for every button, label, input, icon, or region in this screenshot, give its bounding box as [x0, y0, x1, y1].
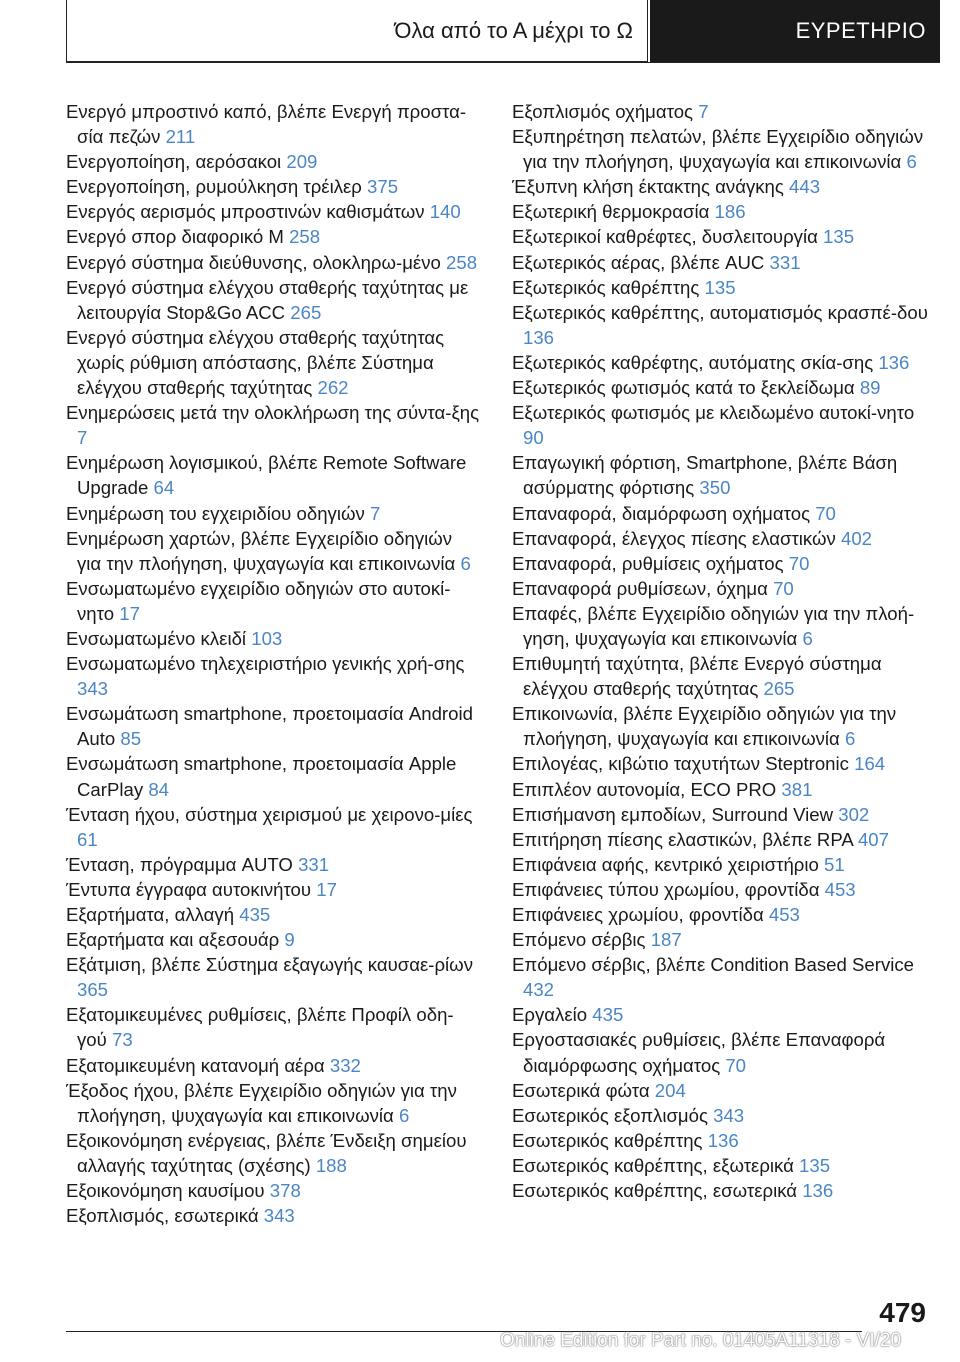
- index-entry-page-link[interactable]: 435: [239, 904, 271, 925]
- footer-edition: Online Edition for Part no. 01405A11318 - VI/20: [500, 1330, 902, 1351]
- index-entry-text: Ενσωμάτωση smartphone, προετοιμασία Android Auto: [66, 703, 473, 750]
- index-entry-text: Ενσωματωμένο εγχειρίδιο οδηγιών στο αυτοκί-νητο: [66, 577, 451, 624]
- index-entry-text: Επισήμανση εμποδίων, Surround View: [512, 803, 834, 825]
- index-entry: [512, 124, 930, 174]
- index-entry-page-link[interactable]: 365: [77, 979, 109, 1001]
- index-entry: [66, 501, 480, 526]
- index-entry-page-link[interactable]: 186: [714, 201, 746, 223]
- index-entry: [66, 325, 480, 400]
- index-entry-page-link[interactable]: 61: [77, 828, 98, 850]
- index-entry-text: Εξωτερικοί καθρέφτες, δυσλειτουργία: [512, 226, 818, 248]
- index-entry-page-link[interactable]: 64: [153, 477, 175, 499]
- index-entry: [512, 927, 930, 952]
- index-entry: [512, 250, 930, 275]
- index-entry-text: Εξατομικευμένη κατανομή αέρα: [66, 1054, 325, 1076]
- index-entry-text: Εξωτερική θερμοκρασία: [512, 201, 710, 223]
- index-entry-text: Επόμενο σέρβις, βλέπε Condition Based Service: [512, 954, 915, 976]
- index-entry-page-link[interactable]: 187: [650, 929, 682, 951]
- index-entry: [512, 701, 930, 751]
- index-entry-page-link[interactable]: 136: [802, 1180, 834, 1202]
- index-entry-page-link[interactable]: 331: [298, 853, 330, 875]
- index-entry: [512, 651, 930, 701]
- index-entry: [66, 877, 480, 902]
- index-entry: [512, 551, 930, 576]
- index-entry: [66, 199, 480, 224]
- index-entry-page-link[interactable]: 85: [120, 728, 142, 750]
- index-entry-text: Έξυπνη κλήση έκτακτης ανάγκης: [512, 176, 784, 198]
- index-entry-text: Ενεργό μπροστινό καπό, βλέπε Ενεργή προστα-σία πεζών: [66, 101, 467, 148]
- index-entry-text: Ενημέρωση χαρτών, βλέπε Εγχειρίδιο οδηγιών για την πλοήγηση, ψυχαγωγία και επικοινωνία: [66, 527, 456, 574]
- index-entry: [512, 777, 930, 802]
- index-entry-text: Έξοδος ήχου, βλέπε Εγχειρίδιο οδηγιών για την πλοήγηση, ψυχαγωγία και επικοινωνία: [66, 1079, 457, 1126]
- index-entry: [66, 1002, 480, 1052]
- index-entry-text: Εργοστασιακές ρυθμίσεις, βλέπε Επαναφορά διαμόρφωσης οχήματος: [512, 1029, 886, 1076]
- index-entry-page-link[interactable]: 135: [704, 276, 736, 298]
- index-entry-page-link[interactable]: 332: [329, 1054, 361, 1076]
- index-entry-page-link[interactable]: 70: [815, 502, 836, 524]
- index-entry: [66, 1128, 480, 1178]
- index-entry: [512, 400, 930, 450]
- index-entry-page-link[interactable]: 262: [317, 377, 349, 399]
- index-entry-page-link[interactable]: 188: [315, 1154, 347, 1176]
- index-entry: [66, 450, 480, 500]
- index-entry: [66, 174, 480, 199]
- index-entry-text: Επιτήρηση πίεσης ελαστικών, βλέπε RPA: [512, 828, 853, 850]
- index-column-left: [66, 99, 480, 1228]
- index-entry-text: Ενεργοποίηση, αερόσακοι: [66, 151, 282, 173]
- index-entry-page-link[interactable]: 135: [799, 1154, 831, 1176]
- index-entry-page-link[interactable]: 381: [781, 778, 813, 800]
- index-entry-text: Εξάτμιση, βλέπε Σύστημα εξαγωγής καυσαε-ρίων: [66, 954, 473, 976]
- index-entry: [66, 952, 480, 1002]
- index-entry-text: Ενσωμάτωση smartphone, προετοιμασία Apple CarPlay: [66, 753, 457, 800]
- header-divider: [66, 62, 940, 63]
- index-entry-text: Εσωτερικός εξοπλισμός: [512, 1104, 708, 1126]
- index-entry-page-link[interactable]: 350: [699, 477, 731, 499]
- index-entry: [66, 99, 480, 149]
- index-entry-text: Ενεργοποίηση, ρυμούλκηση τρέιλερ: [66, 176, 362, 198]
- index-entry-page-link[interactable]: 6: [802, 627, 813, 649]
- index-entry-text: Εξωτερικός αέρας, βλέπε AUC: [512, 251, 765, 273]
- index-entry-text: Ενεργό σύστημα διεύθυνσης, ολοκληρω-μένο: [66, 251, 441, 273]
- index-entry: [66, 224, 480, 249]
- index-entry: [512, 300, 930, 350]
- index-entry-text: Εξαρτήματα και αξεσουάρ: [66, 929, 280, 951]
- index-entry: [66, 1178, 480, 1203]
- index-entry-text: Εξωτερικός καθρέπτης, αυτοματισμός κρασπέ-δου: [512, 301, 928, 323]
- index-entry: [66, 1053, 480, 1078]
- index-entry: [512, 877, 930, 902]
- index-entry-page-link[interactable]: 209: [286, 151, 318, 173]
- index-entry-page-link[interactable]: 73: [111, 1029, 133, 1051]
- index-entry-page-link[interactable]: 6: [906, 151, 917, 173]
- index-entry-text: Εξοπλισμός οχήματος: [512, 101, 694, 122]
- index-entry-page-link[interactable]: 7: [369, 502, 381, 524]
- index-entry-page-link[interactable]: 103: [251, 627, 283, 649]
- index-entry: [512, 1103, 930, 1128]
- index-entry-page-link[interactable]: 7: [698, 101, 709, 122]
- index-entry-page-link[interactable]: 17: [119, 602, 140, 624]
- index-entry-text: Εργαλείο: [512, 1004, 588, 1026]
- index-entry-text: Επαναφορά, ρυθμίσεις οχήματος: [512, 552, 784, 574]
- index-entry: [66, 576, 480, 626]
- index-entry-text: Ένταση, πρόγραμμα AUTO: [66, 853, 293, 875]
- index-tab-label: ΕΥΡΕΤΗΡΙΟ: [795, 18, 926, 43]
- index-entry: [66, 802, 480, 852]
- index-entry-page-link[interactable]: 402: [840, 527, 873, 549]
- index-entry-page-link[interactable]: 204: [654, 1079, 686, 1101]
- index-entry-page-link[interactable]: 70: [725, 1054, 747, 1076]
- index-entry-page-link[interactable]: 89: [859, 377, 881, 399]
- index-entry: [512, 601, 930, 651]
- index-entry-page-link[interactable]: 6: [844, 728, 856, 750]
- index-entry-text: Ενημέρωση λογισμικού, βλέπε Remote Software Upgrade: [66, 452, 467, 499]
- index-entry-page-link[interactable]: 9: [284, 929, 295, 951]
- index-entry: [512, 1153, 930, 1178]
- index-entry-text: Επιφάνεια αφής, κεντρικό χειριστήριο: [512, 853, 819, 875]
- index-entry: [512, 827, 930, 852]
- index-entry-text: Επιφάνειες τύπου χρωμίου, φροντίδα: [512, 878, 820, 900]
- index-entry-page-link[interactable]: 6: [460, 552, 471, 574]
- index-entry-page-link[interactable]: 453: [768, 904, 800, 925]
- index-entry: [512, 1027, 930, 1077]
- index-entry: [512, 199, 930, 224]
- index-entry-text: Εξωτερικός καθρέφτης, αυτόματης σκία-σης: [512, 351, 874, 373]
- index-entry: [66, 852, 480, 877]
- index-entry-text: Ενημέρωση του εγχειριδίου οδηγιών: [66, 502, 365, 524]
- index-entry-text: Έντυπα έγγραφα αυτοκινήτου: [66, 878, 312, 900]
- index-entry-text: Επαναφορά ρυθμίσεων, όχημα: [512, 577, 768, 599]
- index-entry-text: Επόμενο σέρβις: [512, 929, 646, 951]
- index-entry-text: Ενεργό σύστημα ελέγχου σταθερής ταχύτητας με λειτουργία Stop&Go ACC: [66, 276, 469, 323]
- section-tab-label: Όλα από το Α μέχρι το Ω: [394, 17, 633, 43]
- index-entry-page-link[interactable]: 90: [523, 427, 544, 449]
- index-entry-page-link[interactable]: 136: [707, 1129, 739, 1151]
- index-entry-text: Ενεργό σπορ διαφορικό M: [66, 226, 284, 248]
- index-entry-text: Ενσωματωμένο τηλεχειριστήριο γενικής χρή-σης: [66, 653, 465, 675]
- index-entry-text: Ενεργός αερισμός μπροστινών καθισμάτων: [66, 201, 425, 223]
- index-entry: [66, 701, 480, 751]
- index-entry-page-link[interactable]: 258: [446, 251, 478, 273]
- index-entry: [512, 1078, 930, 1103]
- index-entry: [512, 526, 930, 551]
- index-entry-page-link[interactable]: 211: [165, 126, 196, 148]
- index-entry: [66, 275, 480, 325]
- index-entry-text: Εσωτερικά φώτα: [512, 1079, 650, 1101]
- index-entry-text: Επιφάνειες χρωμίου, φροντίδα: [512, 904, 764, 925]
- index-entry: [66, 651, 480, 701]
- index-entry: [512, 275, 930, 300]
- index-entry-page-link[interactable]: 432: [523, 979, 555, 1001]
- index-entry: [66, 626, 480, 651]
- index-entry-text: Ενημερώσεις μετά την ολοκλήρωση της σύντα-ξης: [66, 402, 480, 424]
- index-entry-page-link[interactable]: 258: [289, 226, 321, 248]
- index-entry-page-link[interactable]: 453: [824, 878, 856, 900]
- index-entry-page-link[interactable]: 17: [316, 878, 337, 900]
- index-entry-text: Ενσωματωμένο κλειδί: [66, 627, 247, 649]
- index-entry-text: Επαγωγική φόρτιση, Smartphone, βλέπε Βάση ασύρματης φόρτισης: [512, 452, 898, 499]
- index-entry-page-link[interactable]: 140: [429, 201, 461, 223]
- index-entry: [512, 952, 930, 1002]
- index-entry: [66, 1078, 480, 1128]
- index-entry-page-link[interactable]: 343: [713, 1104, 745, 1126]
- index-entry-text: Επαφές, βλέπε Εγχειρίδιο οδηγιών για την πλοή-γηση, ψυχαγωγία και επικοινωνία: [512, 602, 915, 649]
- index-entry-text: Εξοικονόμηση ενέργειας, βλέπε Ένδειξη σημείου αλλαγής ταχύτητας (σχέσης): [66, 1129, 467, 1176]
- index-entry: [512, 350, 930, 375]
- index-entry: [512, 852, 930, 877]
- index-entry-text: Εξοικονόμηση καυσίμου: [66, 1180, 265, 1202]
- index-entry-text: Εξωτερικός καθρέπτης: [512, 276, 700, 298]
- index-entry-page-link[interactable]: 375: [367, 176, 399, 198]
- index-entry-page-link[interactable]: 443: [789, 176, 821, 198]
- index-entry: [512, 1128, 930, 1153]
- index-entry: [512, 224, 930, 249]
- index-entry-text: Επιλογέας, κιβώτιο ταχυτήτων Steptronic: [512, 753, 849, 775]
- index-entry-page-link[interactable]: 302: [838, 803, 870, 825]
- index-entry-text: Ενεργό σύστημα ελέγχου σταθερής ταχύτητας χωρίς ρύθμιση απόστασης, βλέπε Σύστημα ελέγχου σταθερής ταχύτητας: [66, 326, 445, 399]
- index-entry: [512, 576, 930, 601]
- index-entry: [512, 375, 930, 400]
- index-entry-text: Επικοινωνία, βλέπε Εγχειρίδιο οδηγιών για την πλοήγηση, ψυχαγωγία και επικοινωνία: [512, 703, 897, 750]
- index-entry-page-link[interactable]: 6: [398, 1104, 410, 1126]
- index-entry-page-link[interactable]: 435: [592, 1004, 624, 1026]
- index-entry: [66, 902, 480, 927]
- index-entry-page-link[interactable]: 164: [854, 753, 886, 775]
- index-entry-text: Επιθυμητή ταχύτητα, βλέπε Ενεργό σύστημα ελέγχου σταθερής ταχύτητας: [512, 653, 882, 700]
- index-entry-page-link[interactable]: 7: [77, 427, 88, 449]
- index-entry: [512, 751, 930, 776]
- section-tab[interactable]: [66, 0, 648, 62]
- index-entry-text: Εσωτερικός καθρέπτης: [512, 1129, 703, 1151]
- index-entry: [512, 902, 930, 927]
- index-entry: [66, 927, 480, 952]
- index-entry-text: Επιπλέον αυτονομία, ECO PRO: [512, 778, 777, 800]
- index-entry: [512, 1178, 930, 1203]
- index-tab[interactable]: [650, 0, 940, 62]
- index-entry-text: Ένταση ήχου, σύστημα χειρισμού με χειρονο-μίες: [66, 803, 473, 825]
- index-entry-page-link[interactable]: 343: [263, 1205, 295, 1227]
- index-entry: [512, 99, 930, 124]
- index-entry: [66, 1203, 480, 1228]
- index-entry: [66, 526, 480, 576]
- index-entry-page-link[interactable]: 84: [148, 778, 169, 800]
- index-entry-page-link[interactable]: 265: [763, 678, 795, 700]
- index-entry-text: Εξυπηρέτηση πελατών, βλέπε Εγχειρίδιο οδηγιών για την πλοήγηση, ψυχαγωγία και επικοινωνία: [512, 126, 924, 173]
- index-entry: [512, 174, 930, 199]
- index-entry-page-link[interactable]: 331: [769, 251, 801, 273]
- page-number: 479: [879, 1297, 926, 1328]
- index-entry-page-link[interactable]: 136: [523, 326, 555, 348]
- index-entry: [512, 450, 930, 500]
- index-entry-page-link[interactable]: 70: [773, 577, 794, 599]
- index-entry-text: Επαναφορά, διαμόρφωση οχήματος: [512, 502, 811, 524]
- index-column-right: [512, 99, 930, 1203]
- index-entry-text: Εξατομικευμένες ρυθμίσεις, βλέπε Προφίλ οδη-γού: [66, 1004, 454, 1051]
- index-entry: [66, 751, 480, 801]
- index-entry: [512, 802, 930, 827]
- index-entry: [66, 250, 480, 275]
- index-entry-text: Εσωτερικός καθρέπτης, εξωτερικά: [512, 1154, 794, 1176]
- index-entry-page-link[interactable]: 70: [788, 552, 810, 574]
- index-entry-page-link[interactable]: 343: [77, 678, 109, 700]
- index-entry-text: Επαναφορά, έλεγχος πίεσης ελαστικών: [512, 527, 836, 549]
- index-entry-page-link[interactable]: 136: [878, 351, 910, 373]
- index-entry: [66, 400, 480, 450]
- index-entry: [512, 501, 930, 526]
- index-entry-page-link[interactable]: 51: [824, 853, 845, 875]
- index-entry-page-link[interactable]: 378: [269, 1180, 301, 1202]
- index-entry-page-link[interactable]: 135: [823, 226, 855, 248]
- index-entry-text: Εξωτερικός φωτισμός με κλειδωμένο αυτοκί-νητο: [512, 402, 915, 424]
- index-entry-text: Εξαρτήματα, αλλαγή: [66, 904, 235, 925]
- index-entry-page-link[interactable]: 265: [290, 301, 322, 323]
- index-entry-text: Εξοπλισμός, εσωτερικά: [66, 1205, 259, 1227]
- index-entry: [66, 149, 480, 174]
- index-entry-text: Εσωτερικός καθρέπτης, εσωτερικά: [512, 1180, 798, 1202]
- index-entry: [512, 1002, 930, 1027]
- index-entry-text: Εξωτερικός φωτισμός κατά το ξεκλείδωμα: [512, 377, 855, 399]
- index-entry-page-link[interactable]: 407: [857, 828, 889, 850]
